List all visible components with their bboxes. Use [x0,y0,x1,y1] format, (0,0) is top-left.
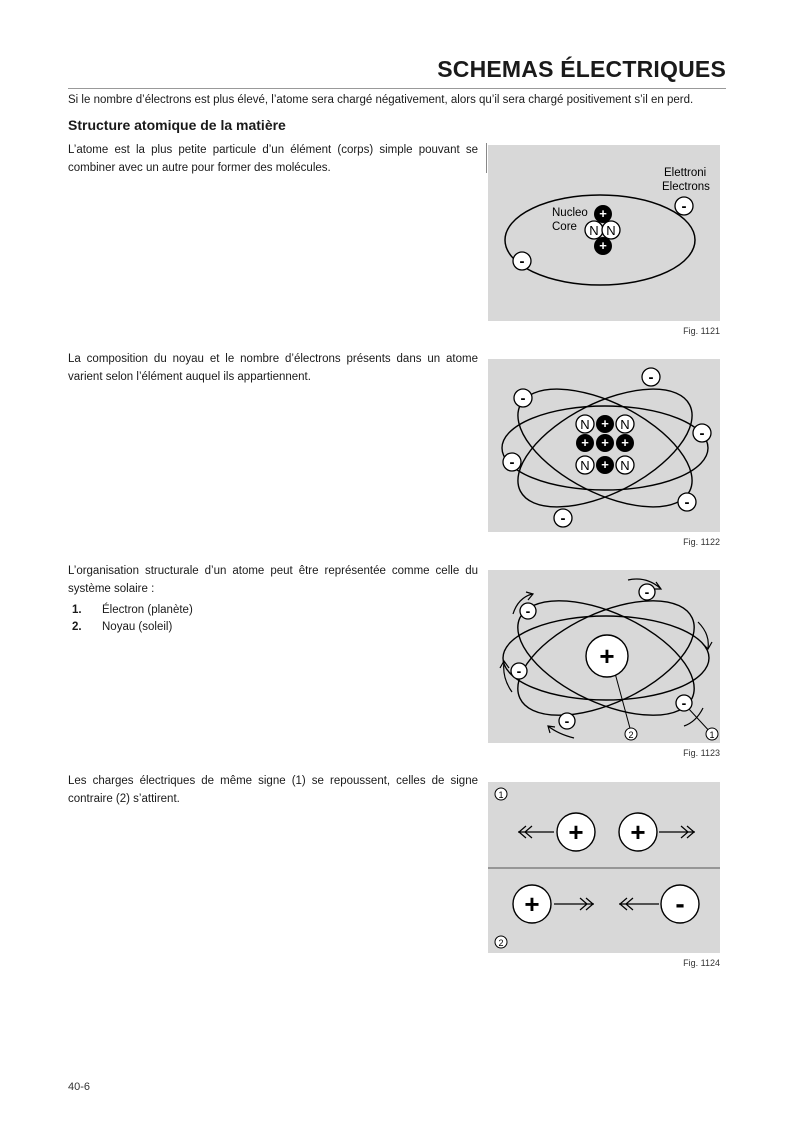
figure-1124-drawing [488,782,720,953]
svg-text:-: - [648,369,654,386]
figure-1121-drawing [488,145,720,321]
page-number: 40-6 [68,1081,91,1093]
repel-arrows [518,826,695,838]
electron-1121-b [513,252,531,270]
figure-1123-drawing [488,570,720,743]
svg-text:-: - [516,663,522,679]
svg-text:1: 1 [498,790,504,800]
svg-text:+: + [581,435,589,450]
svg-text:-: - [520,390,526,407]
svg-text:-: - [681,695,687,711]
svg-text:+: + [621,435,629,450]
caption-fig-1121: Fig. 1121 [683,326,720,336]
svg-text:N: N [589,223,599,238]
svg-text:1: 1 [709,730,715,740]
label-nucleus-it: Nucleo [552,207,588,219]
charge-positive-2 [619,813,657,851]
svg-text:+: + [599,206,607,221]
paragraph-charges: Les charges électriques de même signe (1) se repoussent, celles de signe contraire (2) s’attirent. [68,775,478,805]
figure-1122-drawing [488,359,720,532]
svg-text:N: N [606,223,616,238]
caption-fig-1124: Fig. 1124 [683,958,720,968]
label-nucleus-en: Core [552,221,577,233]
svg-text:-: - [684,494,690,511]
charge-positive-1 [557,813,595,851]
label-electrons-it: Elettroni [664,167,707,179]
nucleus-1123 [586,635,628,677]
figure-1121 [488,145,720,321]
section-title: Structure atomique de la matière [68,117,286,133]
figure-1123 [488,570,720,743]
svg-text:-: - [644,584,650,600]
svg-text:-: - [525,603,531,619]
svg-text:N: N [580,417,590,432]
charge-positive-3 [513,885,551,923]
attract-arrows [554,898,659,910]
callout-1123-1 [706,728,718,740]
svg-text:+: + [524,889,540,919]
margin-line [486,143,487,173]
svg-text:-: - [519,253,525,270]
callout-1124-1 [495,788,507,800]
paragraph-atom-definition: L’atome est la plus petite particule d’un élément (corps) simple pouvant se combiner avec un autre pour former des molécules. [68,144,478,174]
page-title: SCHEMAS ÉLECTRIQUES [437,56,726,82]
svg-text:N: N [620,417,630,432]
charge-negative [661,885,699,923]
svg-text:-: - [681,198,687,215]
svg-text:N: N [620,458,630,473]
svg-text:-: - [564,713,570,729]
svg-text:2: 2 [498,938,504,948]
intro-text: Si le nombre d’électrons est plus élevé, l’atome sera chargé négativement, alors qu’il sera chargé positivement s’il en perd. [68,94,694,106]
svg-text:+: + [568,817,584,847]
header-rule [68,88,726,89]
svg-text:-: - [509,454,515,471]
svg-text:-: - [675,888,685,919]
legend-list [72,602,193,636]
paragraph-solar-system: L’organisation structurale d’un atome peut être représentée comme celle du système solaire : [68,565,478,595]
list-item: 1. Électron (planète) [72,604,193,616]
svg-text:+: + [601,457,609,472]
svg-text:+: + [599,641,615,671]
callout-1123-2 [625,728,637,740]
svg-text:+: + [599,238,607,253]
list-item: 2. Noyau (soleil) [72,621,173,633]
svg-text:2: 2 [628,730,634,740]
caption-fig-1123: Fig. 1123 [683,748,720,758]
svg-text:+: + [630,817,646,847]
callout-1124-2 [495,936,507,948]
figure-1124 [488,782,720,953]
svg-text:-: - [560,510,566,527]
svg-text:+: + [601,435,609,450]
svg-text:-: - [699,425,705,442]
paragraph-nucleus-composition: La composition du noyau et le nombre d’électrons présents dans un atome varient selon l’élément auquel ils appartiennent. [68,353,478,383]
figure-1122 [488,359,720,532]
caption-fig-1122: Fig. 1122 [683,537,720,547]
electron-1121-a [675,197,693,215]
nucleus-1121 [585,205,620,255]
svg-text:+: + [601,416,609,431]
nucleus-1122 [576,415,634,474]
label-electrons-en: Electrons [662,181,710,193]
svg-text:N: N [580,458,590,473]
